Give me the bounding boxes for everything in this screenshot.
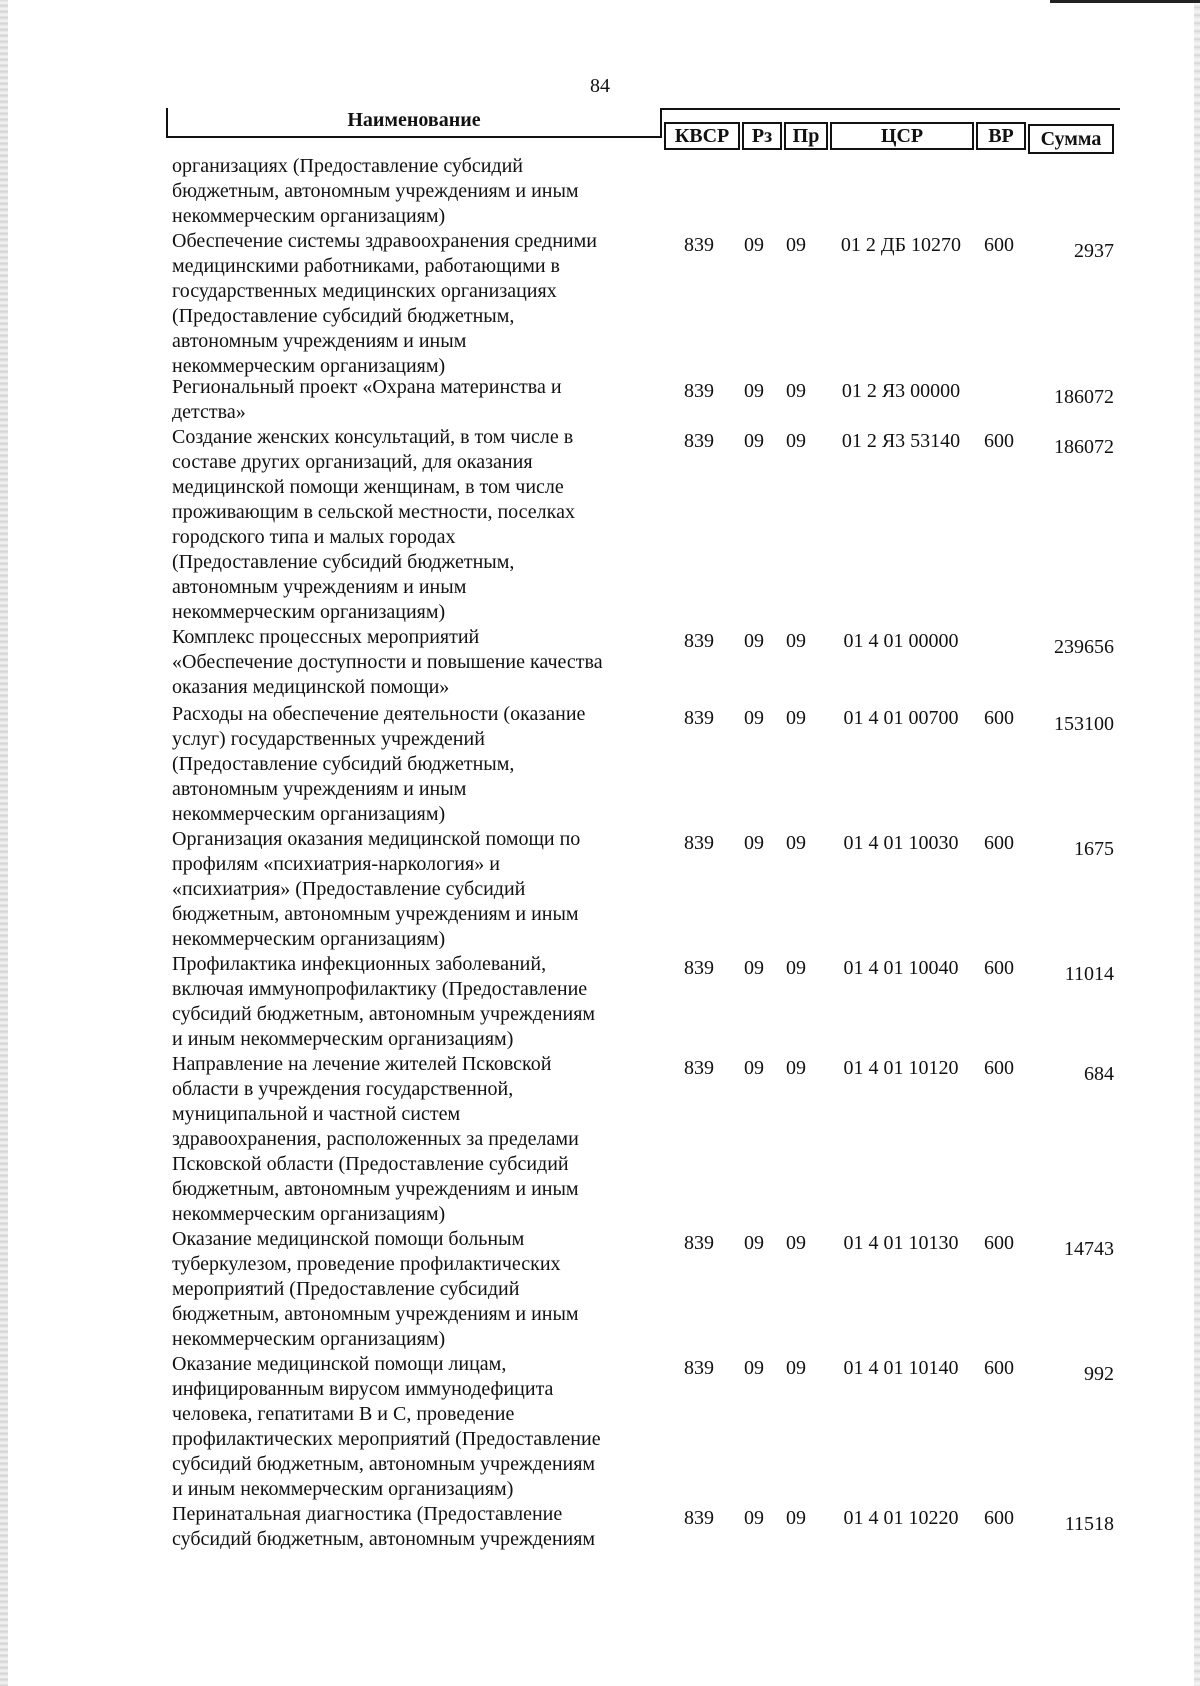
table-row — [162, 154, 1118, 229]
table-row — [162, 625, 1118, 700]
scan-edge-right — [1194, 0, 1200, 1686]
row-sum: 11518 — [1064, 1513, 1114, 1535]
table-row — [162, 1227, 1118, 1352]
row-name — [162, 625, 662, 700]
row-sum: 684 — [1084, 1063, 1114, 1085]
row-name-line: Оказание медицинской помощи лицам, — [172, 1353, 507, 1375]
table-row — [162, 375, 1118, 425]
table-row — [162, 827, 1118, 952]
row-name — [162, 375, 662, 425]
row-name-line: детства» — [172, 401, 246, 423]
row-pr: 09 — [786, 1057, 806, 1079]
row-name — [162, 1502, 662, 1552]
row-name-line: Оказание медицинской помощи больным — [172, 1228, 525, 1250]
row-name — [162, 1227, 662, 1352]
row-name-line: некоммерческим организациям) — [172, 928, 446, 950]
row-name-line: (Предоставление субсидий бюджетным, — [172, 551, 515, 573]
row-kvsr: 839 — [684, 1357, 714, 1379]
row-name-line: субсидий бюджетным, автономным учреждениям — [172, 1528, 596, 1550]
table-row — [162, 952, 1118, 1052]
row-sum: 239656 — [1054, 636, 1114, 658]
row-name-line: бюджетным, автономным учреждениям и иным — [172, 1303, 579, 1325]
row-vr: 600 — [984, 1232, 1014, 1254]
row-name-line: автономным учреждениям и иным — [172, 778, 467, 800]
row-rz: 09 — [744, 832, 764, 854]
row-kvsr: 839 — [684, 234, 714, 256]
row-name-line: (Предоставление субсидий бюджетным, — [172, 753, 515, 775]
row-name-line: Псковской области (Предоставление субсидий — [172, 1153, 569, 1175]
table-row — [162, 425, 1118, 625]
row-name-line: Расходы на обеспечение деятельности (оказание — [172, 703, 586, 725]
row-kvsr: 839 — [684, 430, 714, 452]
row-name-line: «психиатрия» (Предоставление субсидий — [172, 878, 526, 900]
row-name-line: государственных медицинских организациях — [172, 280, 557, 302]
row-name-line: составе других организаций, для оказания — [172, 451, 533, 473]
row-name-line: и иным некоммерческим организациям) — [172, 1478, 514, 1500]
row-pr: 09 — [786, 630, 806, 652]
row-sum: 992 — [1084, 1363, 1114, 1385]
header-sum: Сумма — [1028, 124, 1114, 154]
row-name-line: Комплекс процессных мероприятий — [172, 626, 480, 648]
header-vr: ВР — [976, 122, 1026, 150]
row-name-line: инфицированным вирусом иммунодефицита — [172, 1378, 554, 1400]
row-name — [162, 425, 662, 625]
row-rz: 09 — [744, 630, 764, 652]
row-kvsr: 839 — [684, 707, 714, 729]
row-rz: 09 — [744, 234, 764, 256]
row-rz: 09 — [744, 1357, 764, 1379]
row-name-line: мероприятий (Предоставление субсидий — [172, 1278, 520, 1300]
row-name-line: некоммерческим организациям) — [172, 355, 446, 377]
row-csr: 01 4 01 10140 — [843, 1357, 959, 1379]
header-rz: Рз — [742, 122, 782, 150]
row-vr: 600 — [984, 430, 1014, 452]
row-vr: 600 — [984, 832, 1014, 854]
row-name-line: Перинатальная диагностика (Предоставление — [172, 1503, 563, 1525]
row-csr: 01 4 01 10030 — [843, 832, 959, 854]
row-rz: 09 — [744, 430, 764, 452]
row-sum: 2937 — [1074, 240, 1114, 262]
row-name-line: оказания медицинской помощи» — [172, 676, 450, 698]
row-rz: 09 — [744, 1232, 764, 1254]
row-name-line: автономным учреждениям и иным — [172, 576, 467, 598]
row-name-line: муниципальной и частной систем — [172, 1103, 461, 1125]
row-name — [162, 702, 662, 827]
row-name-line: медицинскими работниками, работающими в — [172, 255, 560, 277]
row-kvsr: 839 — [684, 957, 714, 979]
table-row — [162, 1052, 1118, 1227]
row-name-line: автономным учреждениям и иным — [172, 330, 467, 352]
row-name-line: Региональный проект «Охрана материнства и — [172, 376, 562, 398]
row-csr: 01 4 01 10130 — [843, 1232, 959, 1254]
row-pr: 09 — [786, 380, 806, 402]
row-vr: 600 — [984, 1507, 1014, 1529]
row-pr: 09 — [786, 957, 806, 979]
header-csr: ЦСР — [830, 122, 974, 150]
row-name-line: субсидий бюджетным, автономным учреждениям — [172, 1003, 596, 1025]
row-pr: 09 — [786, 1232, 806, 1254]
row-pr: 09 — [786, 707, 806, 729]
row-name — [162, 827, 662, 952]
row-name-line: Профилактика инфекционных заболеваний, — [172, 953, 547, 975]
row-rz: 09 — [744, 1057, 764, 1079]
scan-edge-left — [0, 0, 8, 1686]
row-name — [162, 952, 662, 1052]
table-row — [162, 1352, 1118, 1502]
row-name-line: организациях (Предоставление субсидий — [172, 155, 524, 177]
row-vr: 600 — [984, 1357, 1014, 1379]
row-sum: 14743 — [1064, 1238, 1114, 1260]
row-sum: 11014 — [1064, 963, 1114, 985]
table-body — [162, 154, 1118, 1552]
row-pr: 09 — [786, 430, 806, 452]
row-pr: 09 — [786, 234, 806, 256]
row-name-line: здравоохранения, расположенных за пределами — [172, 1128, 579, 1150]
row-csr: 01 2 ДБ 10270 — [840, 234, 962, 256]
row-name-line: некоммерческим организациям) — [172, 803, 446, 825]
row-sum: 186072 — [1054, 386, 1114, 408]
row-name-line: Направление на лечение жителей Псковской — [172, 1053, 552, 1075]
row-csr: 01 4 01 00700 — [843, 707, 959, 729]
row-name-line: и иным некоммерческим организациям) — [172, 1028, 514, 1050]
row-name-line: некоммерческим организациям) — [172, 601, 446, 623]
row-name-line: бюджетным, автономным учреждениям и иным — [172, 903, 579, 925]
header-pr: Пр — [784, 122, 828, 150]
row-rz: 09 — [744, 957, 764, 979]
row-name — [162, 154, 662, 229]
row-csr: 01 2 Я3 53140 — [841, 430, 961, 452]
row-csr: 01 4 01 10120 — [843, 1057, 959, 1079]
row-name-line: некоммерческим организациям) — [172, 1328, 446, 1350]
row-name — [162, 1352, 662, 1502]
table-row — [162, 702, 1118, 827]
row-sum: 153100 — [1054, 713, 1114, 735]
row-name-line: Организация оказания медицинской помощи по — [172, 828, 581, 850]
row-vr: 600 — [984, 234, 1014, 256]
row-vr: 600 — [984, 1057, 1014, 1079]
row-name-line: услуг) государственных учреждений — [172, 728, 485, 750]
row-name-line: профилям «психиатрия-наркология» и — [172, 853, 500, 875]
header-name: Наименование — [166, 108, 662, 138]
row-vr: 600 — [984, 707, 1014, 729]
row-name-line: субсидий бюджетным, автономным учреждениям — [172, 1453, 596, 1475]
header-kvsr: КВСР — [664, 122, 740, 150]
row-kvsr: 839 — [684, 1232, 714, 1254]
row-name-line: медицинской помощи женщинам, в том числе — [172, 476, 564, 498]
row-name-line: проживающим в сельской местности, поселках — [172, 501, 575, 523]
row-rz: 09 — [744, 380, 764, 402]
row-name-line: человека, гепатитами B и C, проведение — [172, 1403, 515, 1425]
row-kvsr: 839 — [684, 832, 714, 854]
row-pr: 09 — [786, 1507, 806, 1529]
row-kvsr: 839 — [684, 1507, 714, 1529]
row-pr: 09 — [786, 832, 806, 854]
row-kvsr: 839 — [684, 380, 714, 402]
row-kvsr: 839 — [684, 1057, 714, 1079]
row-sum: 1675 — [1074, 838, 1114, 860]
row-name-line: включая иммунопрофилактику (Предоставление — [172, 978, 588, 1000]
row-csr: 01 4 01 10220 — [843, 1507, 959, 1529]
row-name — [162, 229, 662, 379]
row-name-line: городского типа и малых городах — [172, 526, 456, 548]
row-rz: 09 — [744, 1507, 764, 1529]
row-rz: 09 — [744, 707, 764, 729]
row-kvsr: 839 — [684, 630, 714, 652]
table-header — [162, 108, 1118, 154]
row-name-line: (Предоставление субсидий бюджетным, — [172, 305, 515, 327]
row-csr: 01 4 01 00000 — [843, 630, 959, 652]
row-pr: 09 — [786, 1357, 806, 1379]
row-name-line: «Обеспечение доступности и повышение качества — [172, 651, 603, 673]
row-vr: 600 — [984, 957, 1014, 979]
row-name-line: туберкулезом, проведение профилактических — [172, 1253, 561, 1275]
budget-table — [162, 108, 1118, 1552]
row-name-line: некоммерческим организациям) — [172, 205, 446, 227]
table-row — [162, 229, 1118, 379]
scan-edge-top — [1050, 0, 1200, 3]
page-number: 84 — [590, 75, 610, 97]
table-row — [162, 1502, 1118, 1552]
row-sum: 186072 — [1054, 436, 1114, 458]
row-csr: 01 2 Я3 00000 — [841, 380, 961, 402]
row-name-line: области в учреждения государственной, — [172, 1078, 514, 1100]
row-csr: 01 4 01 10040 — [843, 957, 959, 979]
row-name-line: бюджетным, автономным учреждениям и иным — [172, 1178, 579, 1200]
row-name-line: Обеспечение системы здравоохранения средними — [172, 230, 597, 252]
row-name-line: профилактических мероприятий (Предоставление — [172, 1428, 601, 1450]
row-name — [162, 1052, 662, 1227]
row-name-line: некоммерческим организациям) — [172, 1203, 446, 1225]
row-name-line: Создание женских консультаций, в том числе в — [172, 426, 574, 448]
row-name-line: бюджетным, автономным учреждениям и иным — [172, 180, 579, 202]
